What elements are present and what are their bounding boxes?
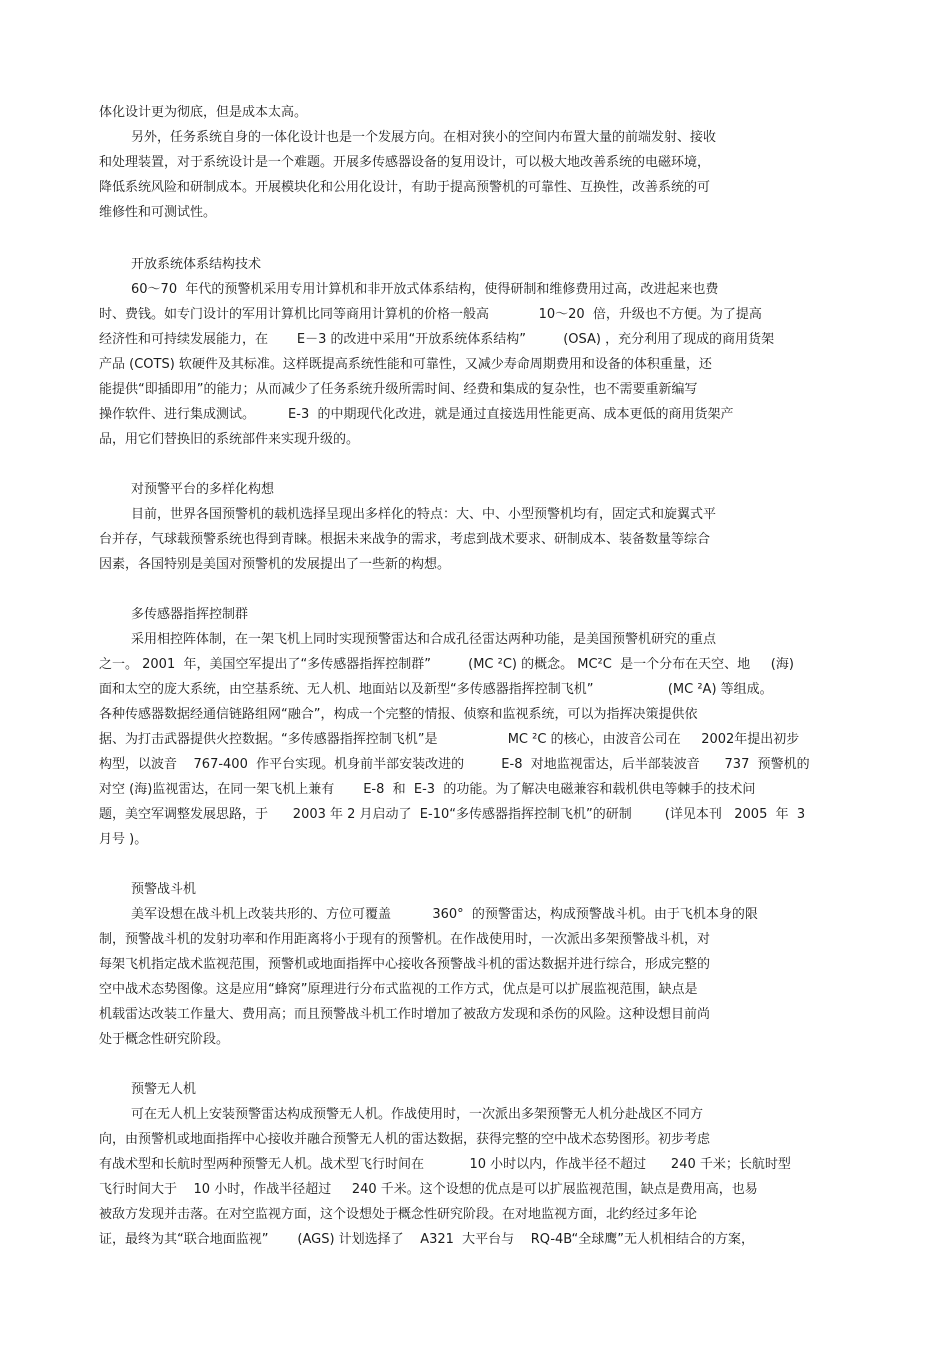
text-line: 月号 )。 — [99, 832, 148, 847]
text-line: 维修性和可测试性。 — [99, 205, 217, 220]
text-line: 产品 (COTS) 软硬件及其标准。这样既提高系统性能和可靠性，又减少寿命周期费用和设备的体积重量，还 — [99, 357, 712, 372]
text-line: 采用相控阵体制，在一架飞机上同时实现预警雷达和合成孔径雷达两种功能，是美国预警机研究的重点 — [131, 632, 717, 647]
text-line: 证，最终为其“联合地面监视” (AGS) 计划选择了 A321 大平台与 RQ-4B“全球鹰”无人机相结合的方案， — [99, 1232, 754, 1247]
text-line: 预警战斗机 — [131, 882, 197, 897]
text-line: 和处理装置，对于系统设计是一个难题。开展多传感器设备的复用设计，可以极大地改善系统的电磁环境， — [99, 155, 711, 170]
text-line: 另外，任务系统自身的一体化设计也是一个发展方向。在相对狭小的空间内布置大量的前端发射、接收 — [131, 130, 717, 145]
text-line: 可在无人机上安装预警雷达构成预警无人机。作战使用时，一次派出多架预警无人机分赴战区不同方 — [131, 1107, 704, 1122]
text-line: 飞行时间大于 10 小时，作战半径超过 240 千米。这个设想的优点是可以扩展监视范围，缺点是费用高，也易 — [99, 1182, 758, 1197]
text-line: 经济性和可持续发展能力，在 E－3 的改进中采用“开放系统体系结构” (OSA) ，充分利用了现成的商用货架 — [99, 332, 775, 347]
text-line: 操作软件、进行集成测试。 E-3 的中期现代化改进，就是通过直接选用性能更高、成本更低的商用货架产 — [99, 407, 734, 422]
text-line: 有战术型和长航时型两种预警无人机。战术型飞行时间在 10 小时以内，作战半径不超过 240 千米；长航时型 — [99, 1157, 791, 1172]
text-line: 之一。 2001 年，美国空军提出了“多传感器指挥控制群” (MC ²C) 的概念。 MC²C 是一个分布在天空、地 (海) — [99, 657, 794, 672]
text-line: 多传感器指挥控制群 — [131, 607, 249, 622]
text-line: 体化设计更为彻底，但是成本太高。 — [99, 105, 308, 120]
text-line: 因素，各国特别是美国对预警机的发展提出了一些新的构想。 — [99, 557, 451, 572]
text-line: 品，用它们替换旧的系统部件来实现升级的。 — [99, 432, 360, 447]
text-line: 台并存，气球载预警系统也得到青睐。根据未来战争的需求，考虑到战术要求、研制成本、装备数量等综合 — [99, 532, 711, 547]
text-line: 被敌方发现并击落。在对空监视方面，这个设想处于概念性研究阶段。在对地监视方面，北约经过多年论 — [99, 1207, 698, 1222]
text-line: 能提供“即插即用”的能力；从而减少了任务系统升级所需时间、经费和集成的复杂性，也不需要重新编写 — [99, 382, 698, 397]
text-line: 题，美空军调整发展思路，于 2003 年 2 月启动了 E-10“多传感器指挥控制飞机”的研制 (详见本刊 2005 年 3 — [99, 807, 806, 822]
text-line: 60～70 年代的预警机采用专用计算机和非开放式体系结构，使得研制和维修费用过高，改进起来也费 — [131, 282, 719, 297]
text-line: 目前，世界各国预警机的载机选择呈现出多样化的特点：大、中、小型预警机均有，固定式和旋翼式平 — [131, 507, 717, 522]
text-line: 美军设想在战斗机上改装共形的、方位可覆盖 360° 的预警雷达，构成预警战斗机。由于飞机本身的限 — [131, 907, 758, 922]
text-line: 时、费钱。如专门设计的军用计算机比同等商用计算机的价格一般高 10～20 倍，升级也不方便。为了提高 — [99, 307, 762, 322]
text-line: 制，预警战斗机的发射功率和作用距离将小于现有的预警机。在作战使用时，一次派出多架预警战斗机，对 — [99, 932, 711, 947]
text-line: 机载雷达改装工作量大、费用高；而且预警战斗机工作时增加了被敌方发现和杀伤的风险。这种设想目前尚 — [99, 1007, 711, 1022]
text-line: 空中战术态势图像。这是应用“蜂窝”原理进行分布式监视的工作方式，优点是可以扩展监视范围，缺点是 — [99, 982, 698, 997]
text-line: 预警无人机 — [131, 1082, 197, 1097]
text-line: 构型，以波音 767-400 作平台实现。机身前半部安装改进的 E-8 对地监视雷达，后半部装波音 737 预警机的 — [99, 757, 810, 772]
text-line: 向，由预警机或地面指挥中心接收并融合预警无人机的雷达数据，获得完整的空中战术态势图形。初步考虑 — [99, 1132, 711, 1147]
text-line: 开放系统体系结构技术 — [131, 257, 262, 272]
text-line: 各种传感器数据经通信链路组网“融合”，构成一个完整的情报、侦察和监视系统，可以为指挥决策提供依 — [99, 707, 698, 722]
text-line: 每架飞机指定战术监视范围，预警机或地面指挥中心接收各预警战斗机的雷达数据并进行综合，形成完整的 — [99, 957, 711, 972]
text-line: 处于概念性研究阶段。 — [99, 1032, 230, 1047]
text-line: 对空 (海)监视雷达，在同一架飞机上兼有 E-8 和 E-3 的功能。为了解决电磁兼容和载机供电等棘手的技术问 — [99, 782, 756, 797]
text-line: 据、为打击武器提供火控数据。“多传感器指挥控制飞机”是 MC ²C 的核心，由波音公司在 2002年提出初步 — [99, 732, 800, 747]
text-line: 面和太空的庞大系统，由空基系统、无人机、地面站以及新型“多传感器指挥控制飞机” (MC ²A) 等组成。 — [99, 682, 773, 697]
text-line: 对预警平台的多样化构想 — [131, 482, 275, 497]
text-line: 降低系统风险和研制成本。开展模块化和公用化设计，有助于提高预警机的可靠性、互换性，改善系统的可 — [99, 180, 711, 195]
